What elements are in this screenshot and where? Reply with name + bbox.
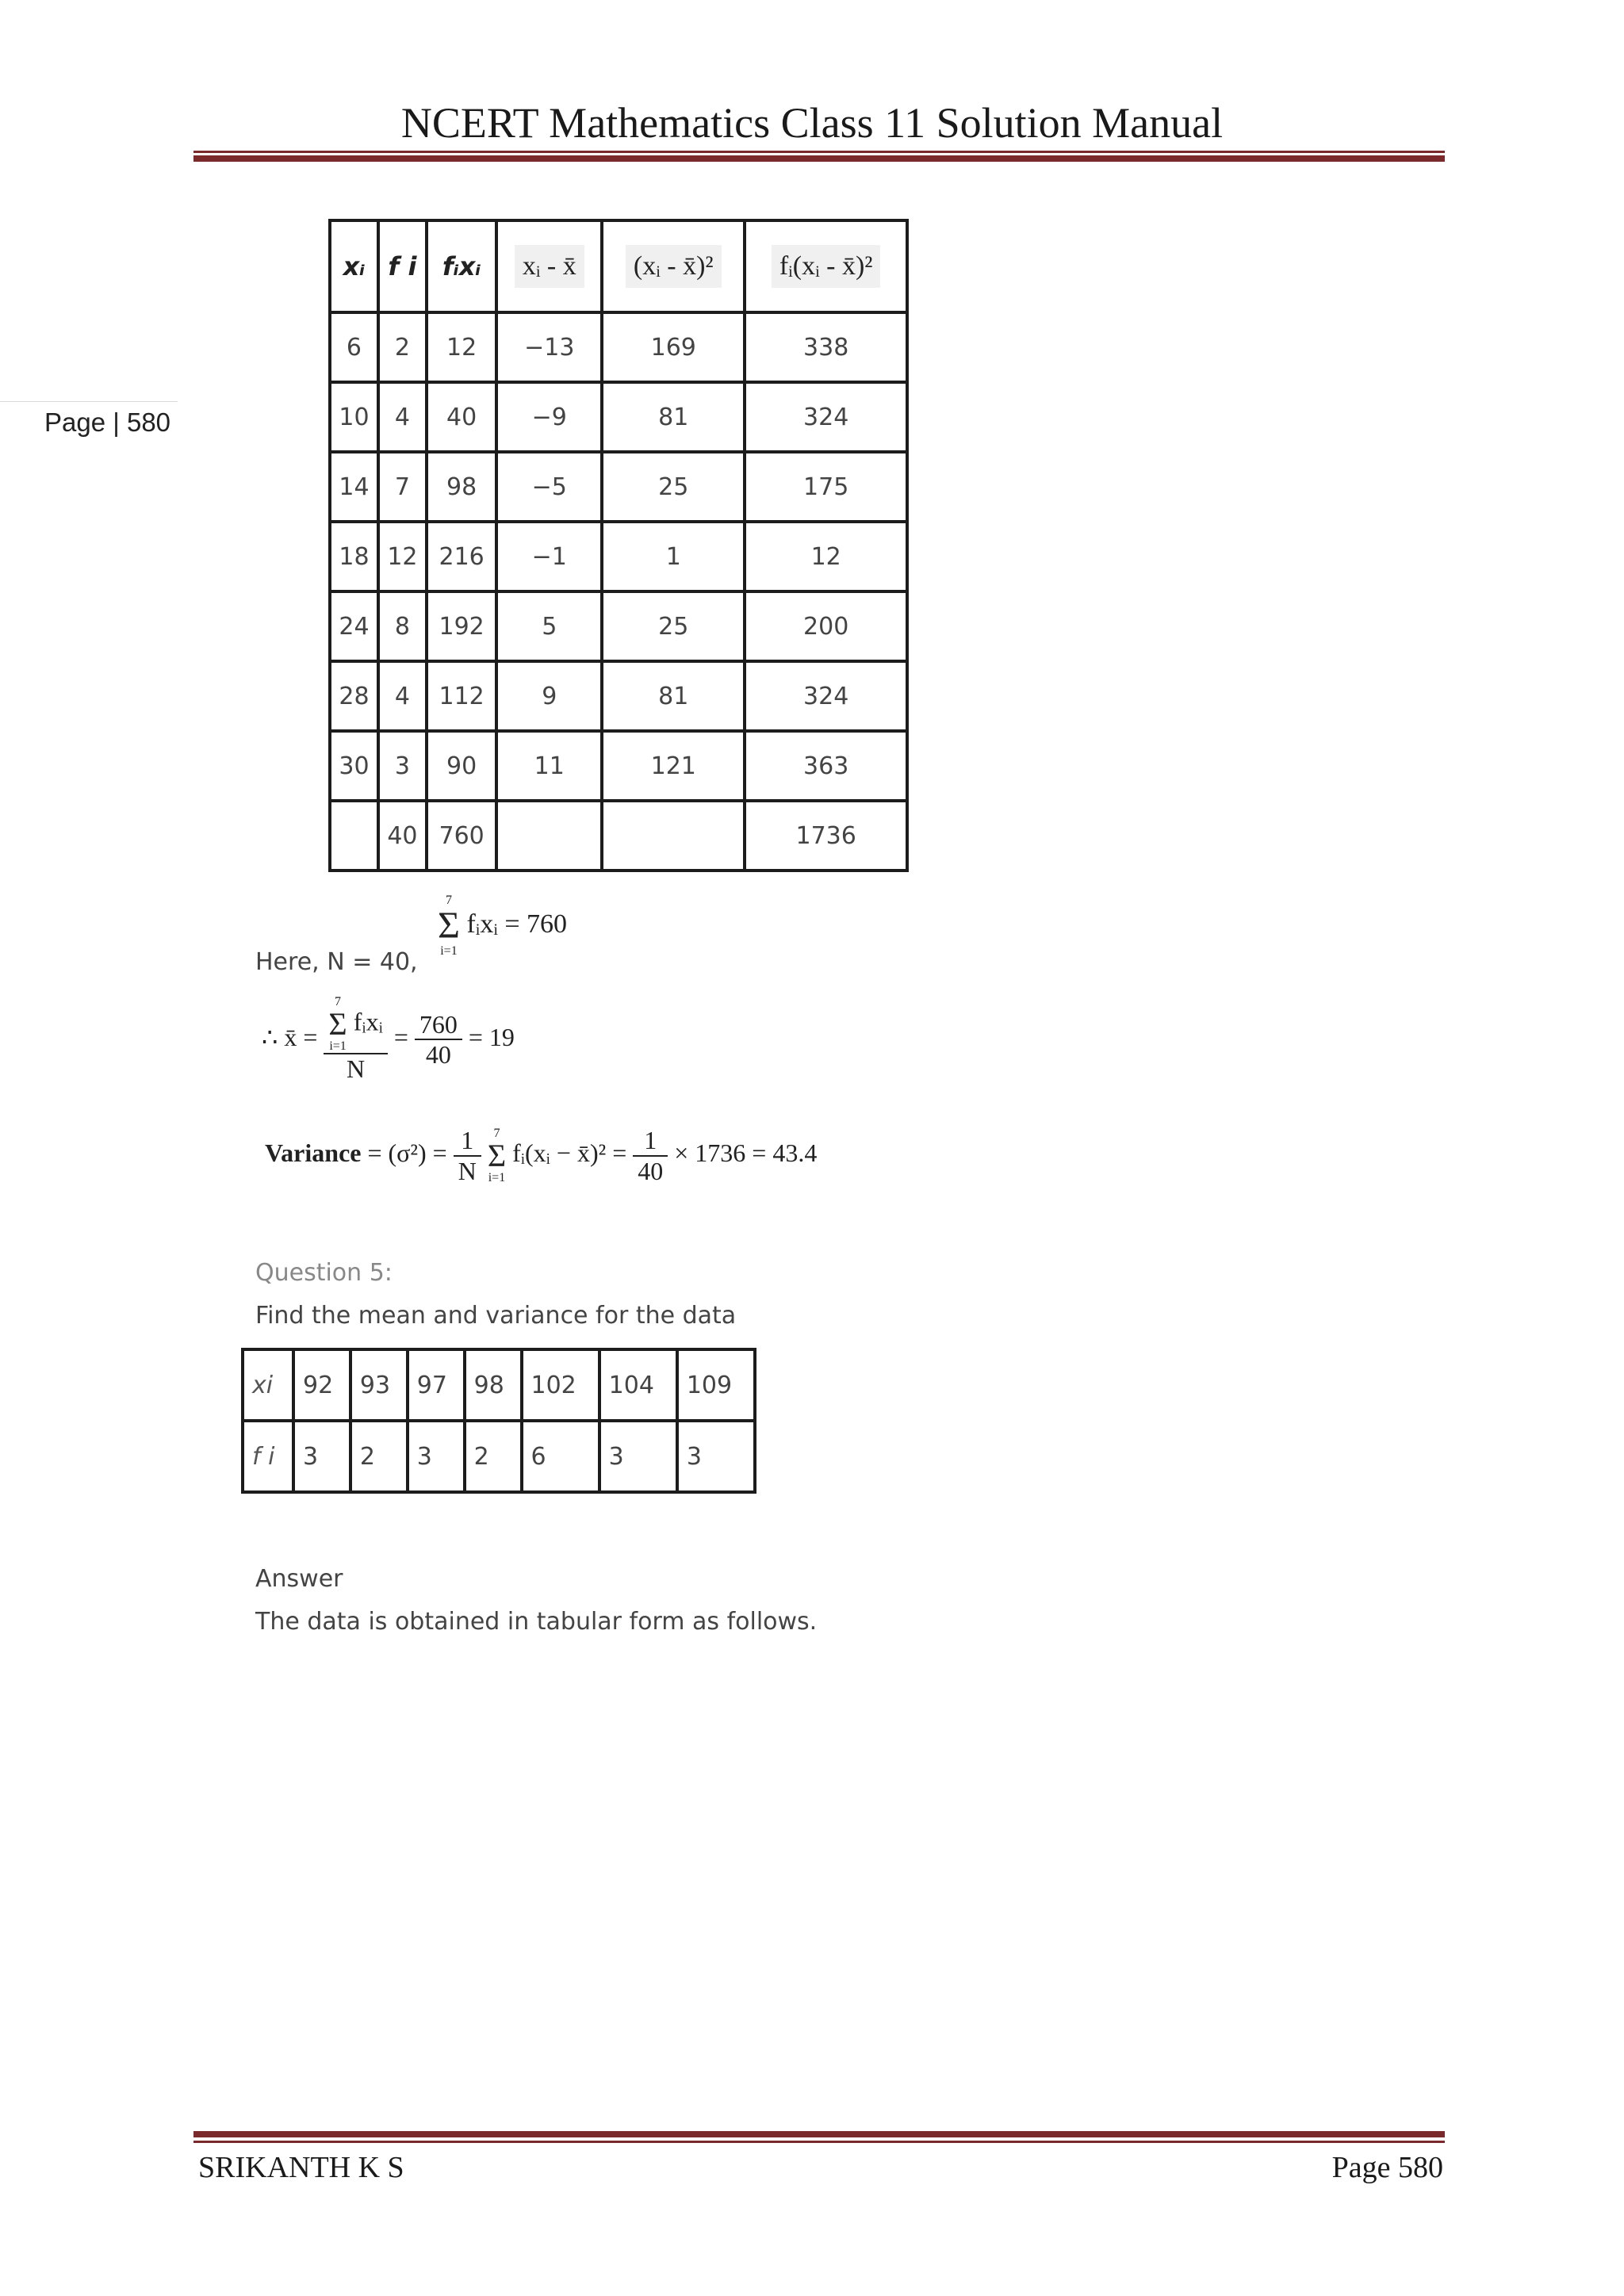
table-cell: 324 [745, 382, 907, 452]
question-label: Question 5: [255, 1259, 393, 1287]
variance-fraction: $\frac{1}{40}$ [633, 1126, 668, 1186]
table-cell: 92 [293, 1349, 350, 1421]
variance-label: Variance [265, 1138, 362, 1168]
table-row [330, 382, 907, 452]
here-text: Here, N = 40, [255, 948, 418, 976]
table-cell: −9 [496, 382, 602, 452]
table-row [330, 591, 907, 661]
table-cell: 192 [427, 591, 497, 661]
table-cell: 6 [522, 1421, 599, 1492]
table-cell: 9 [496, 661, 602, 731]
table-cell: 169 [602, 312, 745, 382]
table-cell: 5 [496, 591, 602, 661]
table-cell [496, 801, 602, 871]
table-cell: 3 [677, 1421, 755, 1492]
table-cell: 40 [427, 382, 497, 452]
variance-one-over-n: $\frac{1}{N}$ [454, 1126, 481, 1186]
table-cell: 93 [350, 1349, 408, 1421]
table-cell: −5 [496, 452, 602, 522]
fi-label: f i [243, 1421, 293, 1492]
side-page-label: Page | 580 [44, 408, 171, 437]
table-cell: 90 [427, 731, 497, 801]
table-cell: 6 [330, 312, 378, 382]
table-cell: 10 [330, 382, 378, 452]
table-cell: 102 [522, 1349, 599, 1421]
table-row [330, 452, 907, 522]
table-cell: 109 [677, 1349, 755, 1421]
answer-label: Answer [255, 1565, 343, 1593]
table-row [330, 522, 907, 591]
variance-sigma-symbol: 7 Σ i=1 [487, 1126, 507, 1184]
table-cell: 3 [378, 731, 427, 801]
table-cell: 1 [602, 522, 745, 591]
variance-lhs: = (σ²) = [367, 1138, 447, 1168]
footer-rule-thin [193, 2141, 1445, 2143]
table-cell [330, 801, 378, 871]
table-cell: 97 [408, 1349, 465, 1421]
table-cell: 81 [602, 382, 745, 452]
table-cell: 4 [378, 382, 427, 452]
footer-page-number: Page 580 [1331, 2151, 1443, 2184]
table-row [330, 661, 907, 731]
table-header-row [330, 220, 907, 312]
table-cell [602, 801, 745, 871]
variance-term: fᵢ(xᵢ − x̄)² = [512, 1138, 627, 1168]
table-cell: 112 [427, 661, 497, 731]
header-rule-thin [193, 151, 1445, 153]
table-cell: 2 [465, 1421, 522, 1492]
table-row [330, 312, 907, 382]
footer-author: SRIKANTH K S [198, 2151, 404, 2184]
mean-formula: ∴ x̄ = 7 Σ i=1 fᵢxᵢ N = $\frac{760}{40}$ = 19 [262, 995, 515, 1083]
table-cell: 25 [602, 591, 745, 661]
xi-row [243, 1349, 755, 1421]
table-cell: 2 [350, 1421, 408, 1492]
table-cell: 12 [378, 522, 427, 591]
table-cell: 30 [330, 731, 378, 801]
table-cell: 363 [745, 731, 907, 801]
table-cell: 104 [599, 1349, 677, 1421]
header-deviation-squared: (xᵢ - x̄)² [602, 220, 745, 312]
page-header-title: NCERT Mathematics Class 11 Solution Manual [400, 99, 1224, 147]
footer-rule-thick [193, 2131, 1445, 2137]
side-divider [0, 401, 178, 402]
table-cell: −13 [496, 312, 602, 382]
sigma-symbol: 7 Σ i=1 [438, 894, 460, 958]
sum-expression [438, 894, 567, 958]
table-cell: 3 [599, 1421, 677, 1492]
variance-result: × 1736 = 43.4 [674, 1138, 818, 1168]
table-cell: 4 [378, 661, 427, 731]
table-cell: 175 [745, 452, 907, 522]
header-rule-thick [193, 155, 1445, 162]
table-cell: 98 [465, 1349, 522, 1421]
question-text: Find the mean and variance for the data [255, 1302, 737, 1330]
table-cell: 1736 [745, 801, 907, 871]
header-xi: xᵢ [330, 220, 378, 312]
table-cell: 14 [330, 452, 378, 522]
header-fixi: fᵢxᵢ [427, 220, 497, 312]
mean-value-fraction: $\frac{760}{40}$ [415, 1010, 462, 1070]
table-cell: 25 [602, 452, 745, 522]
table-cell: 81 [602, 661, 745, 731]
table-cell: 216 [427, 522, 497, 591]
header-deviation: xᵢ - x̄ [496, 220, 602, 312]
fi-row [243, 1421, 755, 1492]
table-total-row [330, 801, 907, 871]
table-cell: 200 [745, 591, 907, 661]
answer-text: The data is obtained in tabular form as follows. [255, 1608, 818, 1636]
table-row [330, 731, 907, 801]
table-cell: 12 [745, 522, 907, 591]
table-cell: 324 [745, 661, 907, 731]
table-cell: 760 [427, 801, 497, 871]
header-weighted-deviation-squared: fᵢ(xᵢ - x̄)² [745, 220, 907, 312]
table-cell: 24 [330, 591, 378, 661]
table-cell: 11 [496, 731, 602, 801]
variance-formula [265, 1126, 817, 1186]
table-cell: −1 [496, 522, 602, 591]
table-cell: 8 [378, 591, 427, 661]
table-cell: 3 [408, 1421, 465, 1492]
table-cell: 12 [427, 312, 497, 382]
table-cell: 121 [602, 731, 745, 801]
table-cell: 7 [378, 452, 427, 522]
mean-fraction: 7 Σ i=1 fᵢxᵢ N [324, 996, 387, 1084]
question-data-table [241, 1348, 756, 1494]
table-cell: 98 [427, 452, 497, 522]
table-cell: 18 [330, 522, 378, 591]
table-cell: 28 [330, 661, 378, 731]
header-fi: f i [378, 220, 427, 312]
sum-expression-text: fᵢxᵢ = 760 [466, 909, 568, 939]
mean-result: = 19 [468, 1022, 515, 1051]
variance-table [328, 219, 909, 872]
table-cell: 338 [745, 312, 907, 382]
table-cell: 40 [378, 801, 427, 871]
table-cell: 2 [378, 312, 427, 382]
xi-label: xi [243, 1349, 293, 1421]
table-cell: 3 [293, 1421, 350, 1492]
mean-prefix: ∴ x̄ = [262, 1022, 318, 1051]
